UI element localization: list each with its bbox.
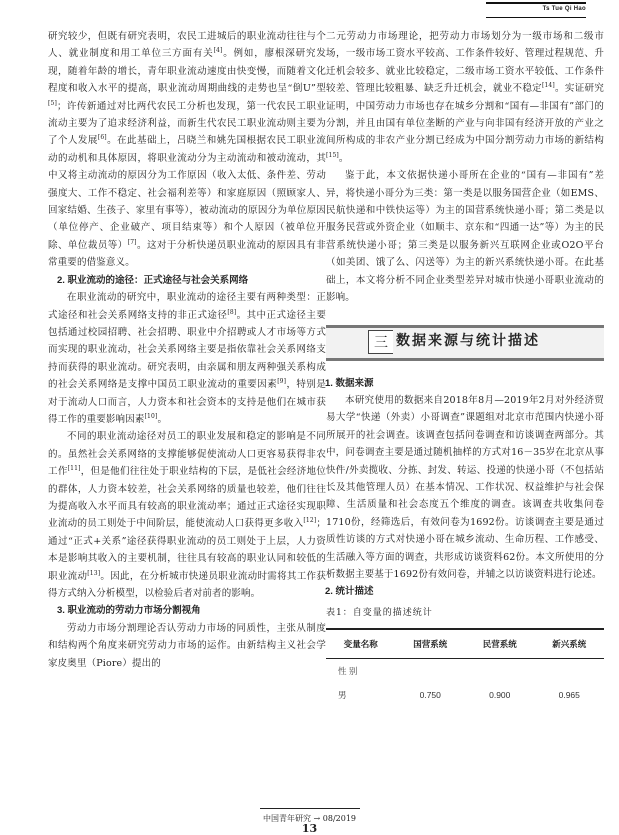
journal-logo: Ts Tue Qi Hao (486, 2, 586, 18)
right-column (326, 28, 604, 707)
table-cell (535, 658, 605, 683)
paragraph: 二元劳动力市场理论，把劳动力市场划分为一级市场和二级市场，一级市场工资水平较高、工作条件较好、管理过程规范、升迁机会较多、就业比较稳定，二级市场工资水平较低、工作条件较差、管理比较粗暴、缺乏升迁机会，就业不稳定[14]。实证研究证明，中国劳动力市场也存在城乡分割和“国有—非国有”部门的分割，并且由国有单位垄断的产业与向非国有经济开放的产业之间所构成的非农产业分割已经成为中国分割劳动力市场的新结构[15]。 (326, 31, 604, 164)
section-number: 三 (368, 330, 393, 354)
paragraph: 研究较少，但既有研究表明，农民工进城后的职业流动往往与个人、就业制度和用工单位三方面有关[4]。例如，廖根深研究发现，随着年龄的增长，青年职业流动速度由快变慢，而随着文化程度和收入水平的提高，职业流动周期曲线的走势也呈“倒U”型[5]；许传新通过对比两代农民工分析也发现，第一代农民工职业流动主要为了追求经济利益，而新生代农民工职业流动则主要为了个人发展[6]。在此基础上，吕晓兰和姚先国根据农民工职业流动的动机和具体原因，将职业流动分为主动流动和被动流动，其中又将主动流动的原因分为工作原因（收入太低、条件差、劳动强度大、工作不稳定、社会福利差等）和家庭原因（照顾家人、回家结婚、生孩子、家里有事等），被动流动的原因分为单位原因（单位停产、企业破产、项目结束等）和个人原因（被单位开除、单位裁员等）[7]。这对于分析快递员职业流动的原因具有非常重要的借鉴意义。 (48, 31, 326, 269)
table-cell: 0.750 (419, 689, 441, 700)
table-header-cell: 变量名称 (343, 638, 378, 649)
table-header-cell: 新兴系统 (552, 638, 587, 649)
section-title: 数据来源与统计描述 (396, 332, 540, 349)
table-cell: 性 别 (338, 665, 358, 676)
table-cell (465, 658, 535, 683)
table-cell (396, 658, 466, 683)
table-cell: 男 (338, 689, 347, 700)
paragraph: 本研究使用的数据来自2018年8月—2019年2月对外经济贸易大学“快递（外卖）小哥调查”课题组对北京市范围内快递小哥所展开的社会调查。该调查包括问卷调查和访谈调查两部分。其中，问卷调查主要是通过随机抽样的方式对16－35岁在北京从事快件/外卖揽收、分拣、封发、转运、投递的快递小哥（不包括站长及其他管理人员）在基本情况、工作状况、权益维护与社会保障、生活质量和社会态度五个维度的调查。该调查共收集问卷1710份，经筛选后，有效问卷为1692份。访谈调查主要是通过质性访谈的方式对快递小哥在城乡流动、生命历程、工作感受、生活融入等方面的调查，共形成访谈资料62份。本文所使用的分析数据主要基于1692份有效问卷，并辅之以访谈资料进行论述。 (326, 394, 604, 580)
paragraph: 劳动力市场分割理论否认劳动力市场的同质性，主张从制度和结构两个角度来研究劳动力市场的运作。由新结构主义社会学家皮奥里（Piore）提出的 (48, 622, 326, 669)
footer-rule (260, 808, 360, 809)
journal-issue: 中国青年研究 → 08/2019 (262, 814, 357, 823)
paragraph: 不同的职业流动途径对员工的职业发展和稳定的影响是不同的。虽然社会关系网络的支撑能够促使流动人口更容易获得非农工作[11]，但是他们往往处于职业结构的下层，是低社会经济地位的群体，人力资本较差，社会关系网络的质量也较差，他们往往为提高收入水平而具有较高的职业流动率；通过正式途径实现职业流动的员工则处于中间阶层，能使流动人口获得更多收入[12]；通过“正式+关系”途径获得职业流动的员工则处于上层，人力资本是影响其收入的主要机制，往往具有较高的职业认同和较低的职业流动[13]。因此，在分析城市快递员职业流动时需将其工作获得方式纳入分析模型，以检验后者对前者的影响。 (48, 431, 327, 599)
table-header-cell: 国营系统 (413, 638, 448, 649)
subsection-heading: 1. 数据来源 (325, 377, 374, 389)
left-column (48, 28, 326, 672)
page-number: 13 (301, 822, 318, 835)
page-footer (0, 804, 619, 834)
table-cell: 0.965 (558, 689, 580, 700)
paragraph: 在职业流动的研究中，职业流动的途径主要有两种类型：正式途径和社会关系网络支持的非正式途径[8]。其中正式途径主要包括通过校园招聘、社会招聘、职业中介招聘或人才市场等方式而实现的职业流动，社会关系网络主要是指依靠社会关系网络支持而获得的职业流动。研究表明，由亲属和朋友两种强关系构成的社会关系网络是支撑中国员工职业流动的重要因素[9]，特别是对于流动人口而言，人力资本和社会资本的支持是他们在城市获得工作的重要影响因素[10]。 (48, 292, 326, 425)
paragraph: 鉴于此，本文依据快递小哥所在企业的“国有—非国有”差异，将快递小哥分为三类：第一类是以服务国营企业（如EMS、民航快递和中铁快运等）为主的国营系统快递小哥；第二类是以服务民营或外资企业（如顺丰、京东和“四通一达”等）为主的民营系统快递小哥；第三类是以服务新兴互联网企业或O2O平台（如美团、饿了么、闪送等）为主的新兴系统快递小哥。在此基础上，本文将分析不同企业类型差异对城市快递小哥职业流动的影响。 (326, 170, 604, 304)
descriptive-stats-table (326, 628, 604, 707)
table-header-cell: 民营系统 (482, 638, 517, 649)
subsection-heading: 2. 职业流动的途径：正式途径与社会关系网络 (57, 274, 249, 286)
table-caption: 表1：自变量的描述统计 (326, 607, 433, 618)
table-cell: 0.900 (489, 689, 511, 700)
table-row (326, 683, 604, 707)
subsection-heading: 3. 职业流动的劳动力市场分割视角 (57, 605, 201, 617)
table-header-row (326, 629, 604, 659)
subsection-heading: 2. 统计描述 (325, 586, 374, 598)
section-heading (326, 325, 604, 361)
table-group-row (326, 658, 604, 683)
